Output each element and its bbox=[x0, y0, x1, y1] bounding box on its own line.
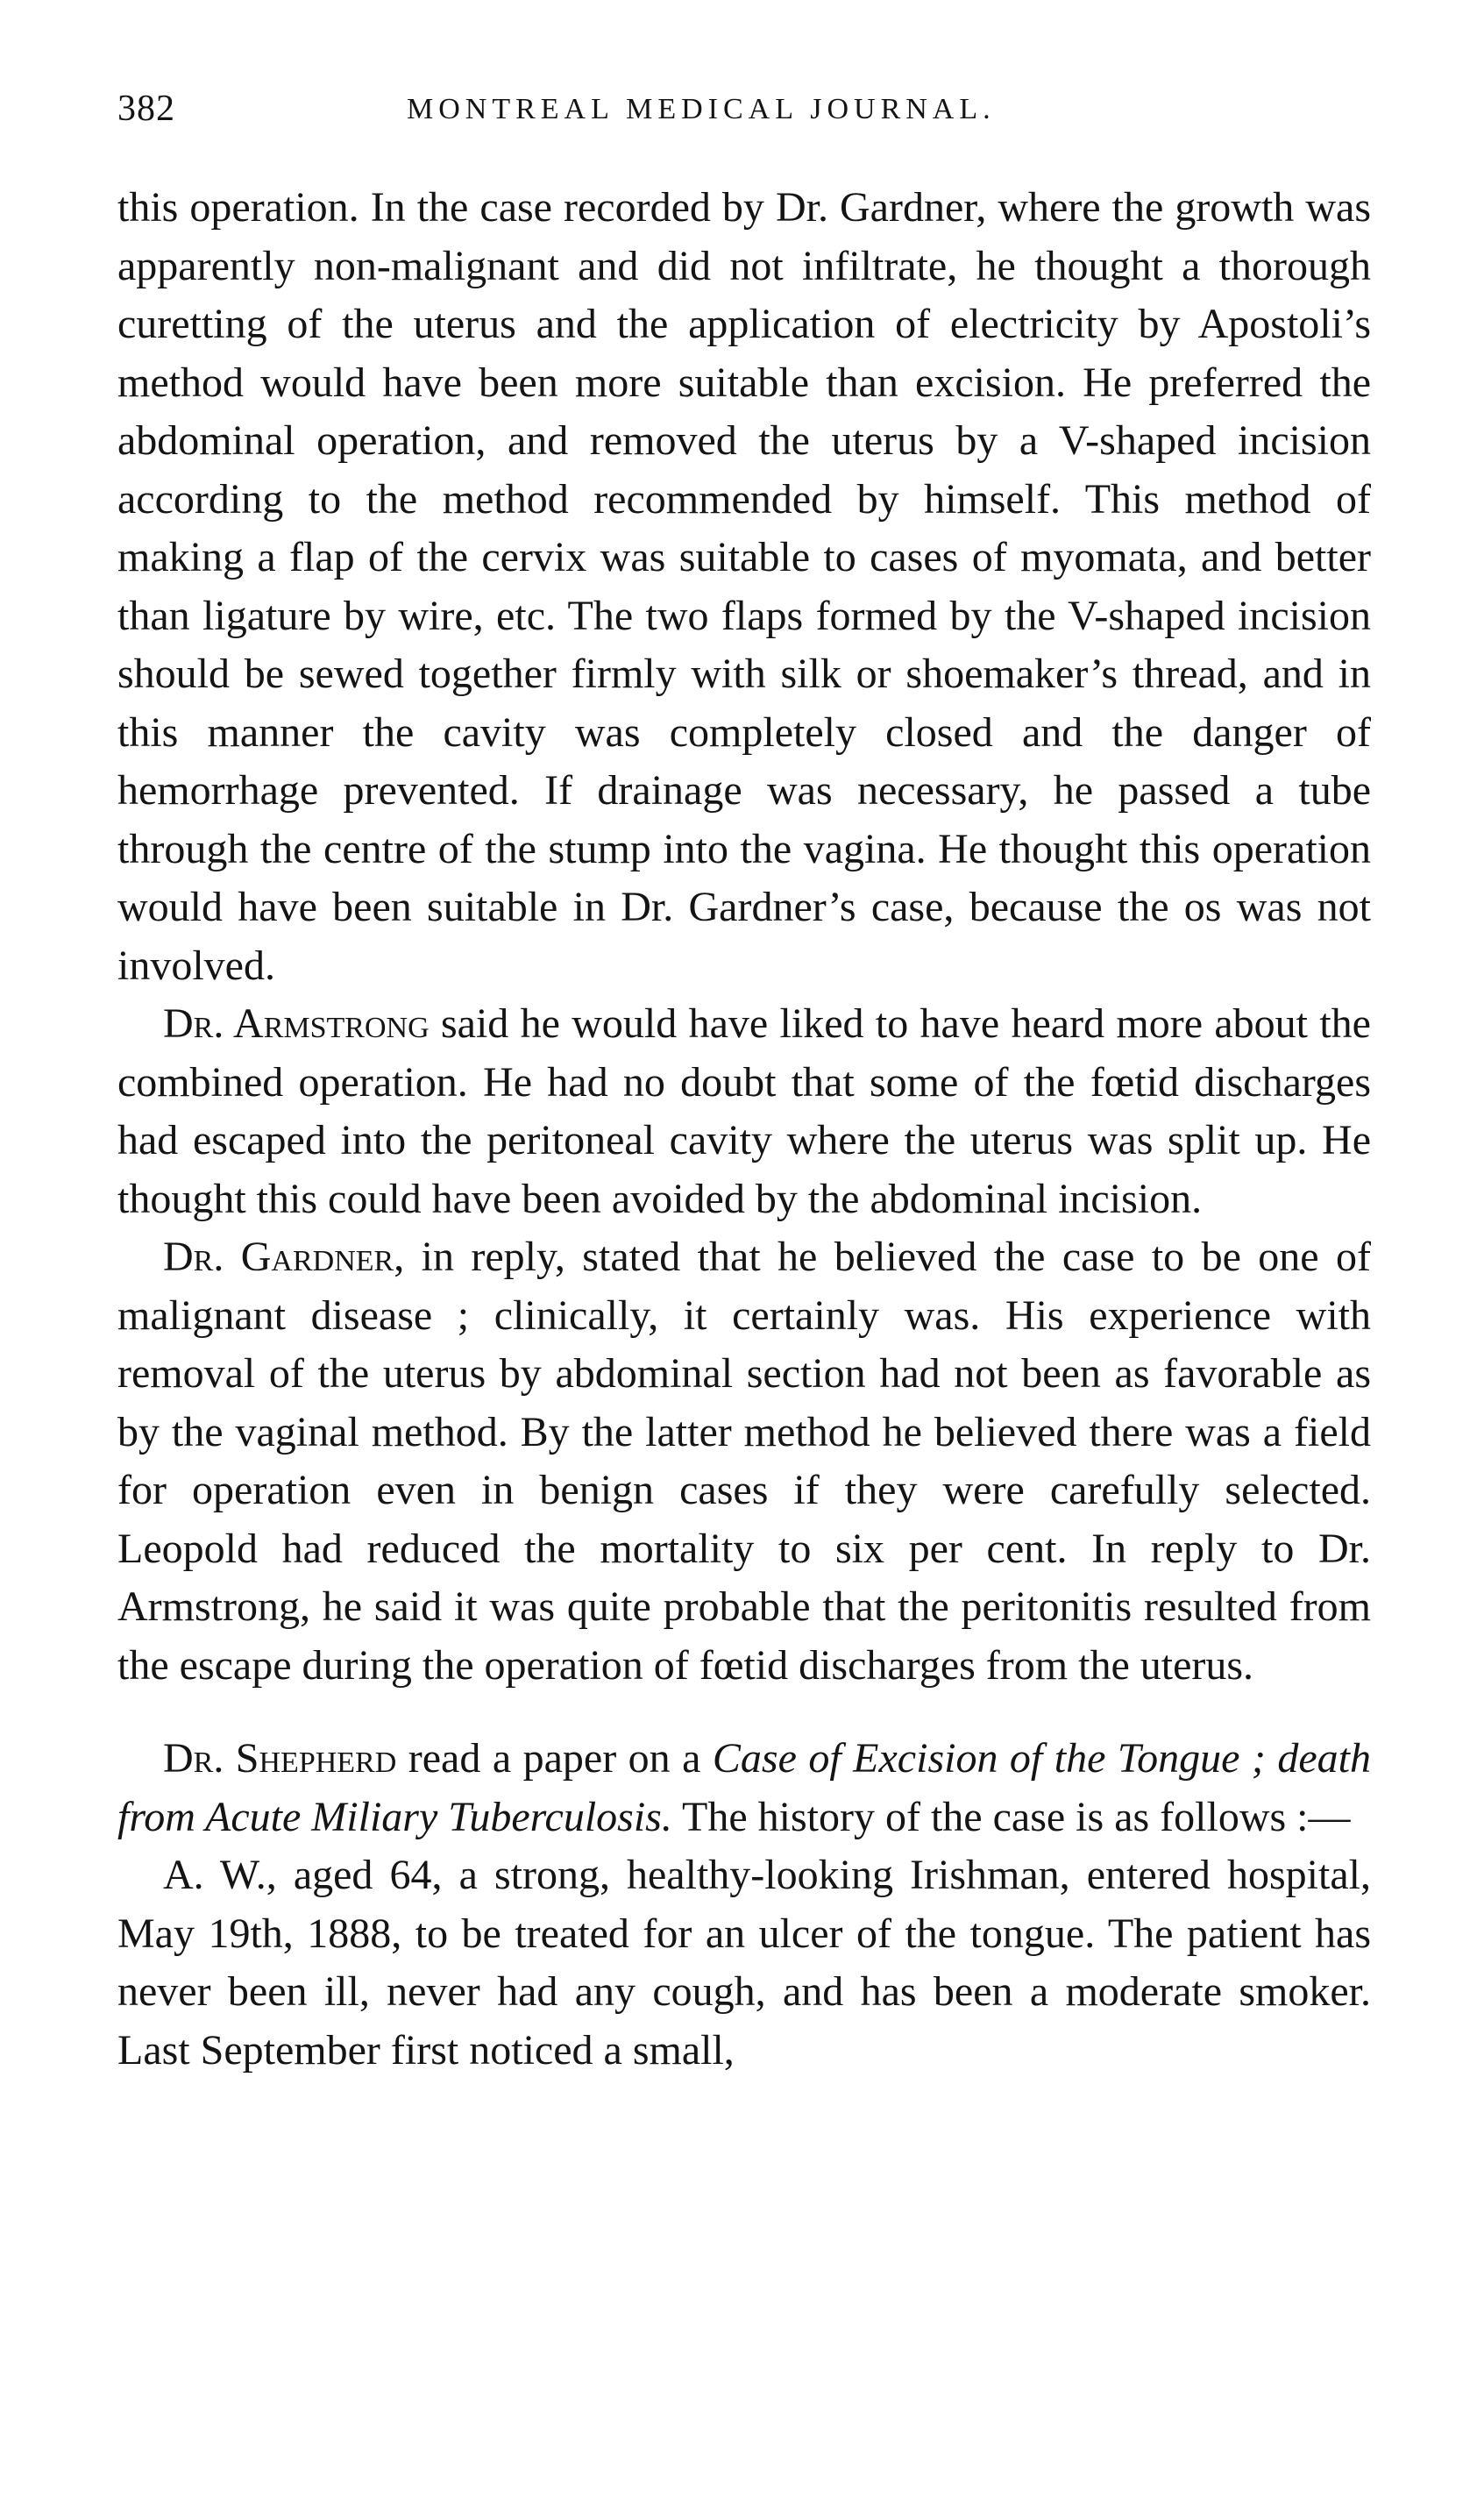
paragraph-shepherd bbox=[117, 1730, 1371, 1846]
speaker-name: Dr. Armstrong bbox=[163, 1000, 430, 1047]
speaker-name: Dr. Gardner bbox=[163, 1234, 394, 1280]
speaker-name: Dr. Shepherd bbox=[163, 1735, 397, 1782]
paragraph-gardner bbox=[117, 1228, 1371, 1695]
paragraph-case-history bbox=[117, 1846, 1371, 2080]
paragraph-text: , in reply, stated that he believed the case to be one of malignant disease ; clinically, it certainly was. His experience with removal of the uterus by abdominal section had not been as favorable as by the vaginal method. By the latter method he believed there was a field for operation even in benign cases if they were carefully selected. Leopold had reduced the mortality to six per cent. In reply to Dr. Armstrong, he said it was quite probable that the peritonitis resulted from the escape during the operation of fœtid discharges from the uterus. bbox=[117, 1234, 1372, 1689]
paper-title: Case of Excision of the Tongue ; death from Acute Miliary Tuberculosis. bbox=[117, 1735, 1371, 1840]
paragraph-continuation bbox=[117, 179, 1371, 995]
body-text bbox=[117, 179, 1371, 2080]
journal-page bbox=[117, 88, 1371, 2080]
paragraph-text: A. W., aged 64, a strong, healthy-looking Irishman, entered hospital, May 19th, 1888, to be treated for an ulcer of the tongue. The patient has never been ill, never had any cough, and has been a moderate smoker. Last September first noticed a small, bbox=[117, 1852, 1371, 2074]
paragraph-armstrong bbox=[117, 995, 1371, 1228]
paragraph-text: read a paper on a bbox=[396, 1735, 713, 1782]
running-head: MONTREAL MEDICAL JOURNAL. bbox=[407, 93, 996, 125]
paragraph-text: said he would have liked to have heard more about the combined operation. He had no doubt that some of the fœtid discharges had escaped into the peritoneal cavity where the uterus was split up. He thought this could have been avoided by the abdominal incision. bbox=[117, 1000, 1371, 1222]
paragraph-text: The history of the case is as follows :— bbox=[671, 1793, 1351, 1840]
paragraph-text: this operation. In the case recorded by Dr. Gardner, where the growth was apparently non-malignant and did not infiltrate, he thought a thorough curetting of the uterus and the application of electricity by Apostoli’s method would have been more suitable than excision. He preferred the abdominal operation, and removed the uterus by a V-shaped incision according to the method recommended by himself. This method of making a flap of the cervix was suitable to cases of myomata, and better than ligature by wire, etc. The two flaps formed by the V-shaped incision should be sewed together firmly with silk or shoemaker’s thread, and in this manner the cavity was completely closed and the danger of hemorrhage prevented. If drainage was necessary, he passed a tube through the centre of the stump into the vagina. He thought this operation would have been suitable in Dr. Gardner’s case, because the os was not involved. bbox=[117, 184, 1371, 989]
page-number: 382 bbox=[117, 89, 175, 129]
page-header bbox=[117, 88, 1371, 133]
